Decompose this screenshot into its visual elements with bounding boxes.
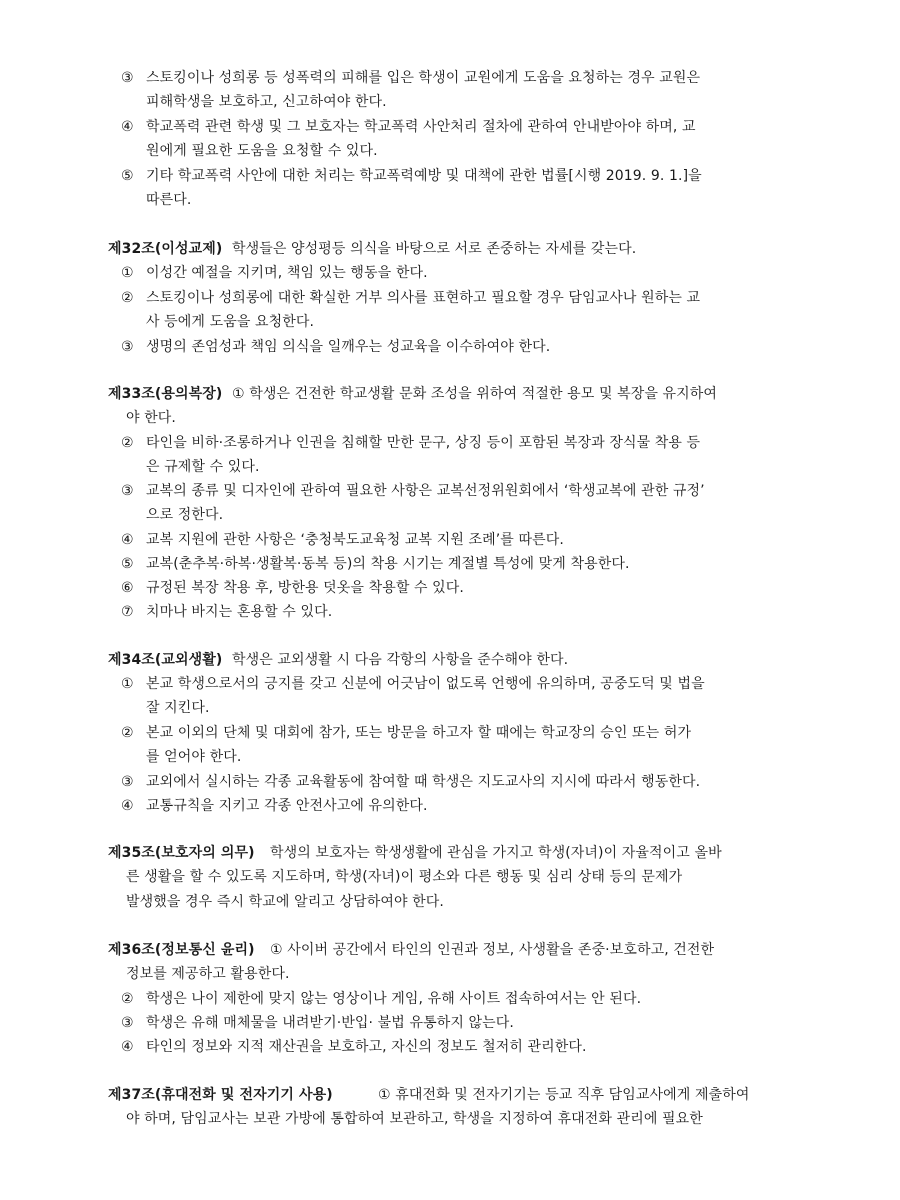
- item-text: 규정된 복장 착용 후, 방한용 덧옷을 착용할 수 있다.: [146, 580, 464, 596]
- item-number: ⑤: [121, 168, 134, 184]
- item-text: 사 등에게 도움을 요청한다.: [146, 314, 315, 330]
- item-number: ②: [121, 725, 134, 741]
- item-text: 스토킹이나 성희롱에 대한 확실한 거부 의사를 표현하고 필요할 경우 담임교사나 원하는 교: [146, 290, 701, 306]
- item-number: ②: [121, 290, 134, 306]
- item-text: 치마나 바지는 혼용할 수 있다.: [146, 604, 333, 620]
- item-text: 본교 학생으로서의 긍지를 갖고 신분에 어긋남이 없도록 언행에 유의하며, 공중도덕 및 법을: [146, 676, 705, 692]
- article-lead-continued: 야 하며, 담임교사는 보관 가방에 통합하여 보관하고, 학생을 지정하여 휴대전화 관리에 필요한: [126, 1111, 703, 1127]
- item-number: ⑦: [121, 604, 134, 620]
- item-number: ④: [121, 532, 134, 548]
- item-text: 교복의 종류 및 디자인에 관하여 필요한 사항은 교복선정위원회에서 ‘학생교복에 관한 규정’: [146, 483, 705, 499]
- item-text: 따른다.: [146, 192, 192, 208]
- item-number: ③: [121, 483, 134, 499]
- item-text: 교복(춘추복·하복·생활복·동복 등)의 착용 시기는 계절별 특성에 맞게 착용한다.: [146, 556, 630, 572]
- article-lead: ① 휴대전화 및 전자기기는 등교 직후 담임교사에게 제출하여: [378, 1087, 750, 1103]
- article-lead-continued: 발생했을 경우 즉시 학교에 알리고 상담하여야 한다.: [126, 894, 444, 910]
- item-text: 잘 지킨다.: [146, 700, 210, 716]
- item-number: ③: [121, 1015, 134, 1031]
- item-text: 이성간 예절을 지키며, 책임 있는 행동을 한다.: [146, 265, 428, 281]
- item-number: ④: [121, 798, 134, 814]
- item-text: 피해학생을 보호하고, 신고하여야 한다.: [146, 94, 387, 110]
- article-lead: ① 사이버 공간에서 타인의 인권과 정보, 사생활을 존중·보호하고, 건전한: [270, 942, 715, 958]
- article-lead-continued: 른 생활을 할 수 있도록 지도하며, 학생(자녀)이 평소와 다른 행동 및 심리 상태 등의 문제가: [126, 869, 683, 885]
- item-number: ②: [121, 435, 134, 451]
- article-lead: ① 학생은 건전한 학교생활 문화 조성을 위하여 적절한 용모 및 복장을 유지하여: [232, 386, 718, 402]
- item-text: 학교폭력 관련 학생 및 그 보호자는 학교폭력 사안처리 절차에 관하여 안내받아야 하며, 교: [146, 119, 696, 135]
- item-text: 기타 학교폭력 사안에 대한 처리는 학교폭력예방 및 대책에 관한 법률[시행 2019. 9. 1.]을: [146, 168, 702, 184]
- item-text: 교통규칙을 지키고 각종 안전사고에 유의한다.: [146, 798, 428, 814]
- article-title: 제33조(용의복장): [108, 386, 223, 402]
- item-number: ②: [121, 991, 134, 1007]
- item-text: 교외에서 실시하는 각종 교육활동에 참여할 때 학생은 지도교사의 지시에 따라서 행동한다.: [146, 774, 701, 790]
- article-title: 제34조(교외생활): [108, 652, 223, 668]
- item-text: 원에게 필요한 도움을 요청할 수 있다.: [146, 143, 378, 159]
- article-title: 제37조(휴대전화 및 전자기기 사용): [108, 1087, 333, 1103]
- article-lead: 학생은 교외생활 시 다음 각항의 사항을 준수해야 한다.: [232, 652, 569, 668]
- item-text: 은 규제할 수 있다.: [146, 459, 260, 475]
- item-number: ③: [121, 70, 134, 86]
- item-text: 학생은 나이 제한에 맞지 않는 영상이나 게임, 유해 사이트 접속하여서는 안 된다.: [146, 991, 642, 1007]
- item-number: ④: [121, 119, 134, 135]
- item-number: ④: [121, 1039, 134, 1055]
- article-title: 제32조(이성교제): [108, 241, 223, 257]
- item-text: 본교 이외의 단체 및 대회에 참가, 또는 방문을 하고자 할 때에는 학교장의 승인 또는 허가: [146, 725, 692, 741]
- article-lead: 학생들은 양성평등 의식을 바탕으로 서로 존중하는 자세를 갖는다.: [232, 241, 637, 257]
- item-text: 학생은 유해 매체물을 내려받기·반입· 불법 유통하지 않는다.: [146, 1015, 514, 1031]
- item-number: ⑥: [121, 580, 134, 596]
- article-lead: 학생의 보호자는 학생생활에 관심을 가지고 학생(자녀)이 자율적이고 올바: [270, 845, 722, 861]
- item-text: 으로 정한다.: [146, 507, 224, 523]
- item-number: ③: [121, 774, 134, 790]
- item-number: ⑤: [121, 556, 134, 572]
- item-number: ③: [121, 339, 134, 355]
- item-text: 를 얻어야 한다.: [146, 749, 242, 765]
- article-title: 제35조(보호자의 의무): [108, 845, 255, 861]
- item-text: 타인의 정보와 지적 재산권을 보호하고, 자신의 정보도 철저히 관리한다.: [146, 1039, 587, 1055]
- item-text: 타인을 비하·조롱하거나 인권을 침해할 만한 문구, 상징 등이 포함된 복장과 장식물 착용 등: [146, 435, 701, 451]
- article-lead-continued: 야 한다.: [126, 410, 176, 426]
- article-title: 제36조(정보통신 윤리): [108, 942, 255, 958]
- item-number: ①: [121, 265, 134, 281]
- article-lead-continued: 정보를 제공하고 활용한다.: [126, 966, 290, 982]
- item-number: ①: [121, 676, 134, 692]
- item-text: 스토킹이나 성희롱 등 성폭력의 피해를 입은 학생이 교원에게 도움을 요청하는 경우 교원은: [146, 70, 701, 86]
- item-text: 생명의 존엄성과 책임 의식을 일깨우는 성교육을 이수하여야 한다.: [146, 339, 551, 355]
- item-text: 교복 지원에 관한 사항은 ‘충청북도교육청 교복 지원 조례’를 따른다.: [146, 532, 564, 548]
